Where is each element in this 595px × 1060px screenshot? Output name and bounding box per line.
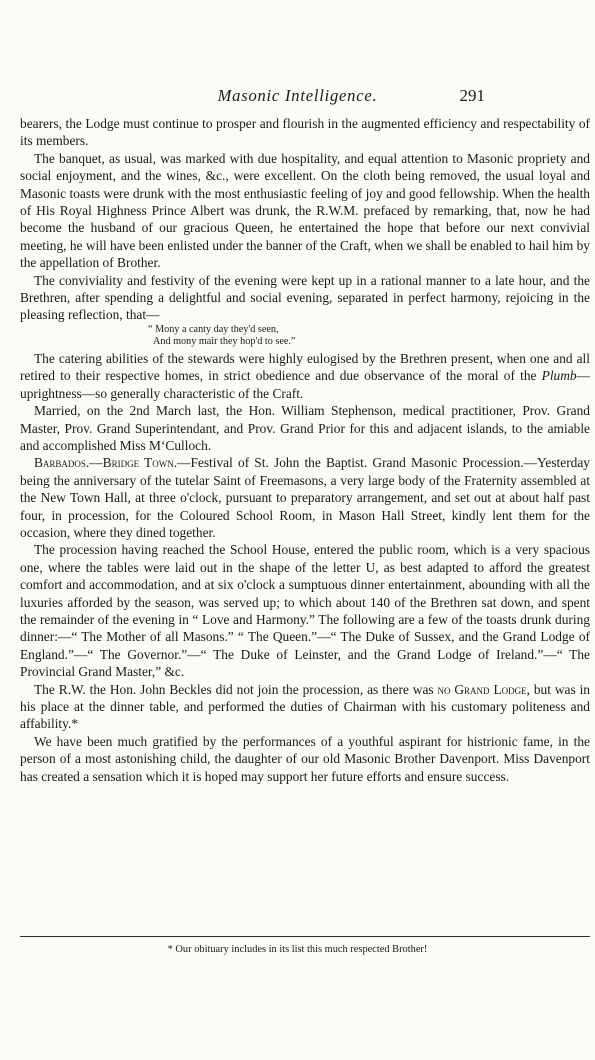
footnote: * Our obituary includes in its list this much respected Brother! bbox=[167, 944, 428, 955]
paragraph: The conviviality and festivity of the evening were kept up in a rational manner to a late hour, and the Brethren, after spending a delightful and social evening, separated in perfect harmony, rejoicing in the pleasing reflection, that— bbox=[20, 272, 590, 323]
paragraph: Married, on the 2nd March last, the Hon. William Stephenson, medical practitioner, Prov. Grand Master, Prov. Grand Superintendant, and Prov. Grand Prior for this and adjacent islands, to the amiable and accomplished Miss M‘Culloch. bbox=[20, 403, 590, 453]
italic-term: Plumb bbox=[541, 368, 577, 384]
verse-line: “ Mony a canty day they'd seen, bbox=[148, 323, 279, 335]
paragraph bbox=[20, 681, 590, 733]
running-title: Masonic Intelligence. bbox=[217, 86, 378, 105]
text-run: The catering abilities of the stewards were highly eulogised by the Brethren present, when one and all retired to their respective homes, in strict obedience and due observance of the moral of the bbox=[20, 350, 590, 384]
paragraph bbox=[20, 350, 590, 402]
paragraph: bearers, the Lodge must continue to prosper and flourish in the augmented efficiency and respectability of its members. bbox=[20, 116, 590, 149]
footnote-divider bbox=[20, 936, 590, 937]
article-body bbox=[20, 115, 590, 785]
paragraph: The procession having reached the School House, entered the public room, which is a very spacious one, where the tables were laid out in the shape of the letter U, as best adapted to afford the greatest comfort and accommodation, and at six o'clock a sumptuous dinner entertainment, abounding with all the luxuries afforded by the season, was served up; to which about 140 of the Brethren sat down, and spent the remainder of the evening in “ Love and Harmony.” The following are a few of the toasts drunk during dinner:—“ The Mother of all Masons.” “ The Queen.”—“ The Duke of Sussex, and the Grand Lodge of England.”—“ The Governor.”—“ The Duke of Leinster, and the Grand Lodge of Ireland.”—“ The Provincial Grand Master,” &c. bbox=[20, 542, 590, 680]
text-run: —uprightness—so generally characteristic of the Craft. bbox=[20, 368, 590, 401]
paragraph: We have been much gratified by the performances of a youthful aspirant for histrionic fame, in the person of a most astonishing child, the daughter of our old Masonic Brother Davenport. Miss Davenport has created a sensation which it is hoped may support her future efforts and ensure success. bbox=[20, 733, 590, 784]
text-run: The R.W. the Hon. John Beckles did not join the procession, as there was bbox=[34, 681, 434, 697]
verse-line: And mony mair they hop'd to see.” bbox=[153, 336, 296, 348]
text-run: but was in his place at the dinner table, and performed the duties of Chairman with his customary politeness and affability.* bbox=[20, 681, 590, 732]
place-heading: Barbados.—Bridge Town. bbox=[34, 455, 178, 471]
paragraph: The banquet, as usual, was marked with due hospitality, and equal attention to Masonic propriety and social enjoyment, and the wines, &c., were excellent. On the cloth being removed, the usual loyal and Masonic toasts were drunk with the most enthusiastic feeling of joy and good fellowship. When the health of His Royal Highness Prince Albert was drunk, the R.W.M. prefaced by remarking, that, now he had become the husband of our gracious Queen, he entertained the hope that before our next convivial meeting, he will have been enlisted under the banner of the Craft, when we shall be enabled to hail him by the appellation of Brother. bbox=[20, 150, 590, 271]
verse-quotation bbox=[20, 324, 590, 349]
small-caps-term: no Grand Lodge, bbox=[437, 681, 530, 697]
page-number: 291 bbox=[459, 86, 485, 105]
page-header bbox=[0, 86, 595, 108]
text-run: —Festival of St. John the Baptist. Grand Masonic Procession.—Yesterday being the anniversary of the tutelar Saint of Freemasons, a very large body of the Fraternity assembled at the New Town Hall, at three o'clock, pursuant to preparatory arrangement, and set out at about half past four, in procession, for the Coloured School Room, in Mason Hall Street, kindly lent them for the occasion, where they dined together. bbox=[20, 455, 591, 540]
paragraph bbox=[20, 454, 590, 541]
